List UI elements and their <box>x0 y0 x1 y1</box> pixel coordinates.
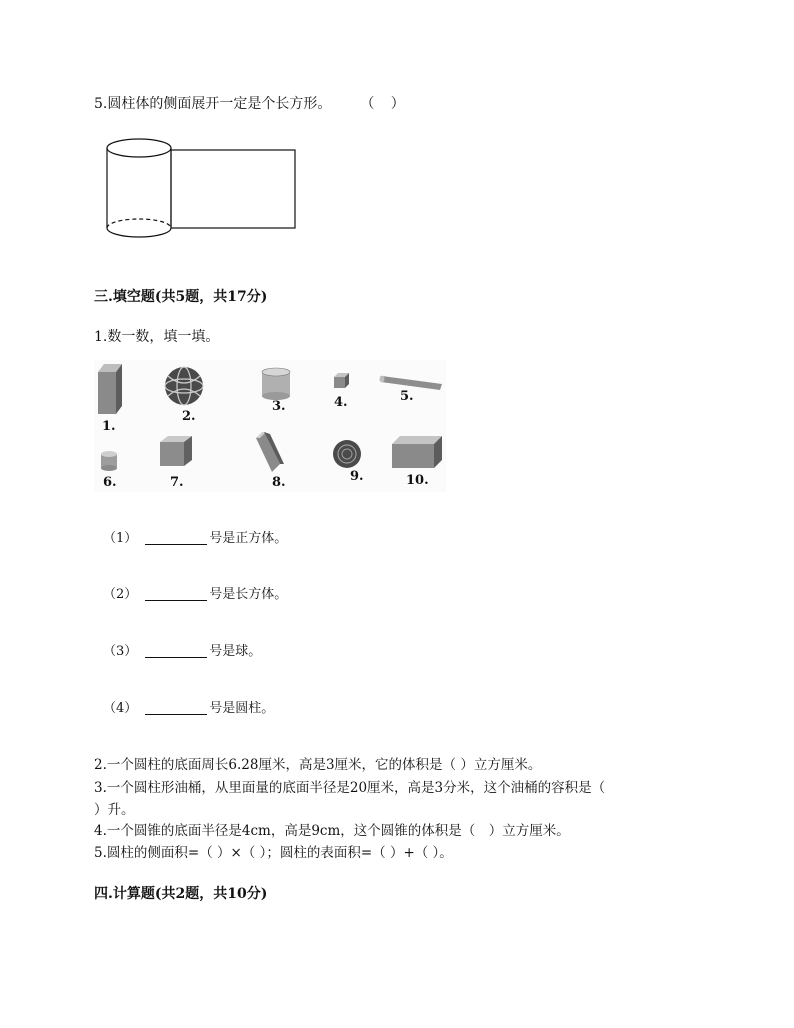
label-8: 8. <box>272 475 286 490</box>
cylinder-unfold-diagram <box>100 134 305 244</box>
label-9: 9. <box>350 469 364 484</box>
answer-blank[interactable] <box>145 643 207 658</box>
answer-blank[interactable] <box>145 586 207 601</box>
fill-num: （3） <box>103 644 138 659</box>
shape-1-cuboid <box>98 364 122 414</box>
label-6: 6. <box>103 475 117 490</box>
fill-text: 号是圆柱。 <box>209 701 275 716</box>
section-3-heading: 三.填空题(共5题，共17分) <box>94 289 268 305</box>
answer-paren: （ ） <box>367 96 411 112</box>
answer-blank[interactable] <box>145 530 207 545</box>
shape-8-tilted-cuboid <box>256 432 284 472</box>
shapes-image <box>94 360 446 492</box>
question-5-formula: 5.圆柱的侧面积=（ ）×（ ）；圆柱的表面积=（ ）+（ ）。 <box>94 845 453 861</box>
fill-text: 号是长方体。 <box>209 587 288 602</box>
shape-4-small-cube <box>334 373 349 388</box>
fill-num: （2） <box>103 587 138 602</box>
question-2: 2.一个圆柱的底面周长6.28厘米，高是3厘米，它的体积是（ ）立方厘米。 <box>94 757 542 773</box>
cylinder-bottom-back-dashed <box>107 219 171 228</box>
question-3: 3.一个圆柱形油桶，从里面量的底面半径是20厘米，高是3分米，这个油桶的容积是（ <box>94 780 606 796</box>
cylinder-bottom-front <box>107 228 171 237</box>
fill-row-3 <box>103 640 261 659</box>
question-5 <box>94 93 411 113</box>
label-2: 2. <box>182 409 196 424</box>
label-1: 1. <box>102 419 116 434</box>
fill-row-2 <box>103 583 287 602</box>
unfolded-rectangle <box>171 150 295 228</box>
fill-text: 号是正方体。 <box>209 531 288 546</box>
fill-text: 号是球。 <box>209 644 262 659</box>
question-5-text: 5.圆柱体的侧面展开一定是个长方形。 <box>94 96 332 112</box>
shape-3-cylinder <box>262 368 290 400</box>
fill-num: （4） <box>103 701 138 716</box>
section-4-heading: 四.计算题(共2题，共10分) <box>94 886 268 902</box>
label-10: 10. <box>406 473 429 488</box>
label-7: 7. <box>170 475 184 490</box>
label-5: 5. <box>400 389 414 404</box>
fill-row-4 <box>103 697 274 716</box>
question-1-title: 1.数一数，填一填。 <box>94 329 220 345</box>
question-4: 4.一个圆锥的底面半径是4cm，高是9cm，这个圆锥的体积是（ ）立方厘米。 <box>94 823 570 839</box>
shape-10-flat-cuboid <box>392 436 442 468</box>
label-4: 4. <box>334 395 348 410</box>
cylinder-top-ellipse <box>107 139 171 157</box>
question-3-continued: ）升。 <box>94 802 135 818</box>
label-3: 3. <box>272 399 286 414</box>
shape-2-ball <box>165 367 203 405</box>
answer-blank[interactable] <box>145 700 207 715</box>
shape-9-can <box>333 440 361 468</box>
fill-num: （1） <box>103 531 138 546</box>
shape-7-cube <box>160 436 192 466</box>
shape-6-small-cylinder <box>101 451 117 471</box>
shape-5-rod <box>380 376 443 390</box>
fill-row-1 <box>103 527 287 546</box>
